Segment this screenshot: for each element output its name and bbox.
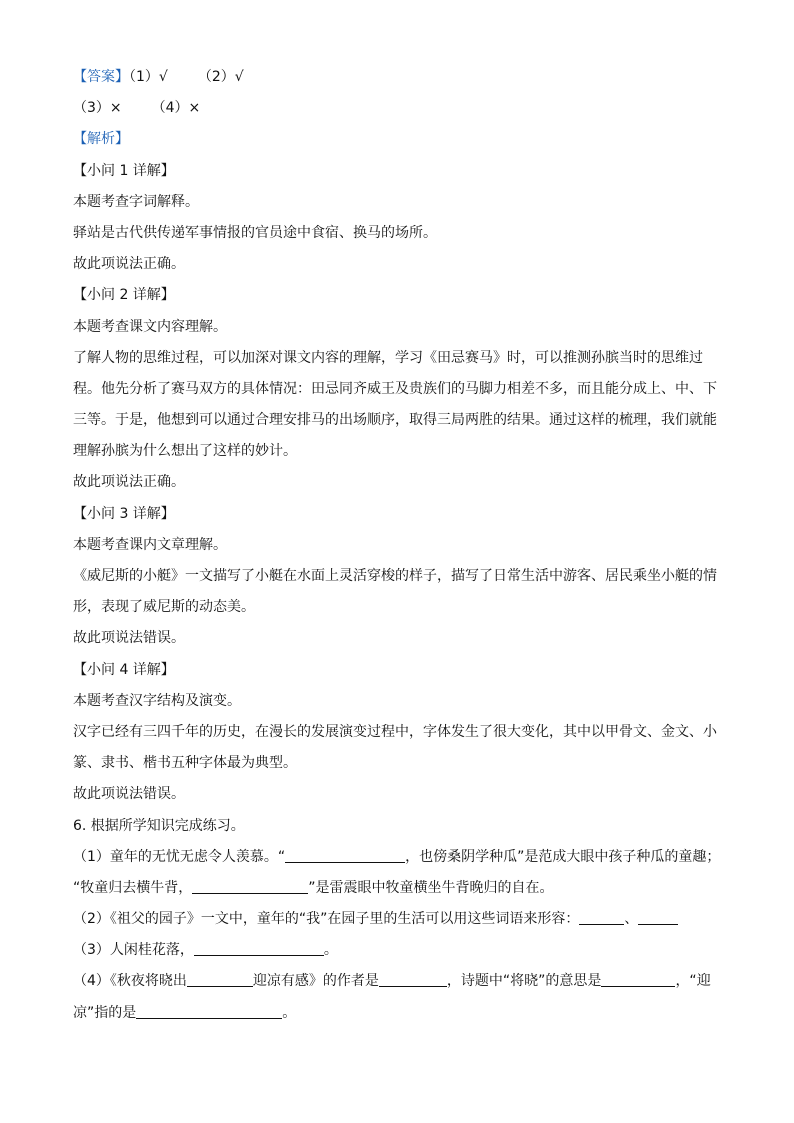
q2-intro: 本题考查课文内容理解。	[73, 318, 227, 335]
fill-blank[interactable]	[601, 968, 675, 987]
answer-4: （4）×	[151, 100, 201, 117]
q3-paragraph: 《威尼斯的小艇》一文描写了小艇在水面上灵活穿梭的样子，描写了日常生活中游客、居民乘坐小艇的情 形，表现了威尼斯的动态美。	[73, 568, 717, 616]
q3-intro: 本题考查课内文章理解。	[73, 536, 227, 553]
q1-line-3: 故此项说法正确。	[73, 256, 185, 273]
question-6-title: 6. 根据所学知识完成练习。	[73, 817, 245, 834]
fill-blank[interactable]	[194, 937, 324, 956]
q6-item-1-line-1: （1）童年的无忧无虑令人羡慕。“ ，也傍桑阴学种瓜”是范成大眼中孩子种瓜的童趣；	[73, 842, 723, 873]
q1-header: 【小问 1 详解】	[73, 162, 175, 179]
answer-line-2	[73, 93, 723, 124]
q4-paragraph: 汉字已经有三四千年的历史，在漫长的发展演变过程中，字体发生了很大变化，其中以甲骨文、金文、小 篆、隶书、楷书五种字体最为典型。	[73, 723, 717, 772]
answer-3: （3）×	[73, 100, 122, 117]
q6-item-4-line-2: 凉”指的是 。	[73, 998, 723, 1029]
fill-blank[interactable]	[638, 906, 678, 925]
fill-blank[interactable]	[285, 844, 405, 863]
q6-item-3: （3）人闲桂花落， 。	[73, 935, 723, 966]
q6-item-2: （2）《祖父的园子》一文中，童年的“我”在园子里的生活可以用这些词语来形容： 、	[73, 904, 723, 935]
q4-conclusion: 故此项说法错误。	[73, 786, 185, 803]
answer-line-1	[73, 62, 723, 93]
answer-1: （1）√	[129, 69, 168, 85]
q3-conclusion: 故此项说法错误。	[73, 630, 185, 647]
q3-header: 【小问 3 详解】	[73, 505, 175, 522]
q1-line-1: 本题考查字词解释。	[73, 193, 199, 210]
fill-blank[interactable]	[379, 968, 447, 987]
fill-blank[interactable]	[192, 875, 308, 894]
answer-2: （2）√	[197, 69, 244, 85]
fill-blank[interactable]	[187, 968, 253, 987]
answer-label: 【答案】	[73, 69, 129, 85]
q4-intro: 本题考查汉字结构及演变。	[73, 692, 241, 709]
q2-header: 【小问 2 详解】	[73, 287, 175, 304]
fill-blank[interactable]	[136, 1000, 282, 1019]
q1-line-2: 驿站是古代供传递军事情报的官员途中食宿、换马的场所。	[73, 224, 437, 241]
q6-item-1-line-2: “牧童归去横牛背， ”是雷震眼中牧童横坐牛背晚归的自在。	[73, 873, 723, 904]
q4-header: 【小问 4 详解】	[73, 661, 175, 678]
document-page	[73, 62, 723, 1029]
fill-blank[interactable]	[579, 906, 624, 925]
q6-item-4-line-1: （4）《秋夜将晓出 迎凉有感》的作者是 ，诗题中“将晓”的意思是 ，“迎	[73, 966, 723, 997]
q2-paragraph: 了解人物的思维过程，可以加深对课文内容的理解，学习《田忌赛马》时，可以推测孙膑当时的思维过 程。他先分析了赛马双方的具体情况：田忌同齐威王及贵族们的马脚力相差不多，而且能分成上、中、下 三等。于是，他想到可以通过合理安排马的出场顺序，取得三局两胜的结果。通过这样的梳理，我们就能 理解孙膑为什么想出了这样的妙计。	[73, 349, 717, 460]
q2-conclusion: 故此项说法正确。	[73, 474, 185, 491]
analysis-label: 【解析】	[73, 131, 129, 148]
